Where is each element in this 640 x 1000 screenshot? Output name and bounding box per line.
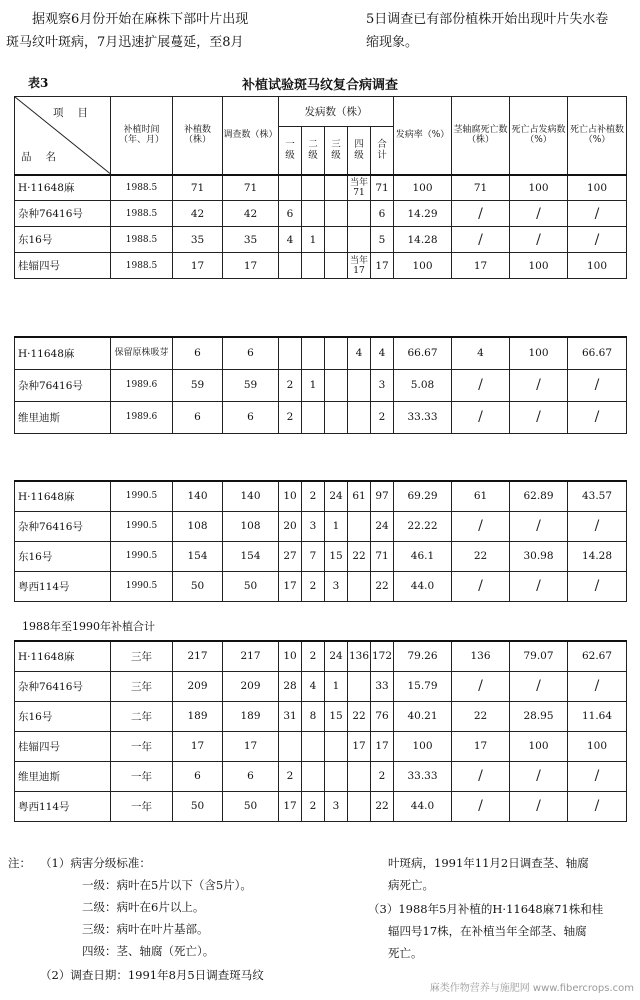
cell-grade-total: 17: [371, 253, 394, 279]
header-grade-total: 合计: [371, 127, 394, 175]
cell-grade-4: [348, 227, 371, 253]
header-grade-3: 三级: [325, 127, 348, 175]
cell-replant-count: 189: [173, 701, 223, 731]
cell-grade-total: 97: [371, 481, 394, 511]
header-item: 项目: [53, 107, 102, 119]
cell-grade-1: [279, 175, 302, 201]
cell-replant-count: 42: [173, 201, 223, 227]
cell-death-pct-diseased: /: [510, 671, 568, 701]
cell-survey-count: 6: [223, 401, 279, 433]
cell-survey-count: 6: [223, 337, 279, 369]
cell-grade-3: 15: [325, 541, 348, 571]
cell-incidence: 100: [394, 175, 452, 201]
cell-rot-death: /: [452, 511, 510, 541]
cell-replant-time: 一年: [111, 731, 173, 761]
cell-survey-count: 50: [223, 571, 279, 601]
cell-survey-count: 35: [223, 227, 279, 253]
cell-grade-4: 22: [348, 701, 371, 731]
cell-replant-time: 三年: [111, 641, 173, 671]
cell-death-pct-replanted: 62.67: [568, 641, 627, 671]
intro-paragraph: [0, 8, 640, 68]
cell-death-pct-replanted: /: [568, 761, 627, 791]
cell-death-pct-diseased: /: [510, 571, 568, 601]
cell-survey-count: 71: [223, 175, 279, 201]
cell-grade-1: 10: [279, 481, 302, 511]
cell-rot-death: /: [452, 791, 510, 821]
cell-incidence: 44.0: [394, 571, 452, 601]
table-row: [15, 701, 627, 731]
cell-grade-1: 6: [279, 201, 302, 227]
cell-grade-1: 27: [279, 541, 302, 571]
cell-death-pct-replanted: /: [568, 791, 627, 821]
cell-grade-4: [348, 511, 371, 541]
cell-survey-count: 154: [223, 541, 279, 571]
cell-grade-2: [302, 175, 325, 201]
cell-variety: 杂种76416号: [15, 671, 111, 701]
cell-replant-count: 71: [173, 175, 223, 201]
cell-replant-time: 一年: [111, 791, 173, 821]
cell-grade-total: 71: [371, 175, 394, 201]
cell-grade-1: 2: [279, 369, 302, 401]
cell-variety: H·11648麻: [15, 175, 111, 201]
cell-replant-time: 三年: [111, 671, 173, 701]
cell-grade-total: 3: [371, 369, 394, 401]
cell-incidence: 40.21: [394, 701, 452, 731]
cell-grade-4: 当年71: [348, 175, 371, 201]
cell-rot-death: /: [452, 571, 510, 601]
cell-replant-time: 1990.5: [111, 481, 173, 511]
cell-variety: 东16号: [15, 227, 111, 253]
cell-variety: H·11648麻: [15, 337, 111, 369]
cell-death-pct-replanted: /: [568, 369, 627, 401]
cell-grade-3: [325, 337, 348, 369]
cell-grade-total: 33: [371, 671, 394, 701]
intro-line: 斑马纹叶斑病，7月迅速扩展蔓延，至8月: [6, 35, 244, 50]
cell-grade-1: 17: [279, 571, 302, 601]
cell-death-pct-diseased: 30.98: [510, 541, 568, 571]
cell-replant-count: 154: [173, 541, 223, 571]
cell-death-pct-diseased: /: [510, 791, 568, 821]
table-title: 补植试验斑马纹复合病调查: [241, 78, 398, 93]
note-2-continued: 叶斑病，1991年11月2日调查茎、轴腐: [388, 856, 589, 870]
table-row: [15, 571, 627, 601]
cell-variety: 桂辐四号: [15, 731, 111, 761]
cell-death-pct-diseased: /: [510, 227, 568, 253]
table-label: 表3: [28, 76, 49, 90]
header-disease-group: 发病数（株）: [279, 97, 394, 127]
cell-grade-3: 1: [325, 671, 348, 701]
cell-incidence: 66.67: [394, 337, 452, 369]
cell-replant-time: 一年: [111, 761, 173, 791]
cell-grade-total: 24: [371, 511, 394, 541]
cell-survey-count: 217: [223, 641, 279, 671]
cell-grade-1: 20: [279, 511, 302, 541]
survey-table-part3: [14, 480, 627, 602]
cell-death-pct-replanted: 11.64: [568, 701, 627, 731]
cell-grade-3: [325, 731, 348, 761]
cell-rot-death: 71: [452, 175, 510, 201]
cell-grade-3: 1: [325, 511, 348, 541]
cell-grade-total: 22: [371, 571, 394, 601]
cell-grade-4: [348, 201, 371, 227]
cell-incidence: 33.33: [394, 761, 452, 791]
cell-grade-2: [302, 761, 325, 791]
cell-replant-count: 50: [173, 571, 223, 601]
note-3: （3）1988年5月补植的H·11648麻71株和桂: [368, 902, 604, 916]
cell-incidence: 100: [394, 731, 452, 761]
cell-survey-count: 189: [223, 701, 279, 731]
header-variety: 品名: [21, 150, 70, 163]
cell-death-pct-diseased: /: [510, 369, 568, 401]
cell-grade-1: 2: [279, 761, 302, 791]
cell-grade-2: 3: [302, 511, 325, 541]
cell-rot-death: 17: [452, 731, 510, 761]
header-survey-count: 调查数（株）: [223, 97, 279, 175]
table-row: [15, 761, 627, 791]
cell-incidence: 44.0: [394, 791, 452, 821]
note-3-continued: 辐四号17株，在补植当年全部茎、轴腐: [388, 924, 587, 938]
cell-replant-time: 1989.6: [111, 369, 173, 401]
cell-grade-3: [325, 761, 348, 791]
cell-grade-2: 1: [302, 227, 325, 253]
cell-death-pct-replanted: /: [568, 201, 627, 227]
cell-grade-4: 17: [348, 731, 371, 761]
cell-grade-2: [302, 201, 325, 227]
header-grade-2: 二级: [302, 127, 325, 175]
survey-table-part2: [14, 336, 627, 434]
header-death-pct-diseased: 死亡占发病数（%）: [510, 97, 568, 175]
cell-grade-2: 1: [302, 369, 325, 401]
cell-rot-death: 136: [452, 641, 510, 671]
cell-rot-death: 4: [452, 337, 510, 369]
cell-replant-count: 108: [173, 511, 223, 541]
header-grade-1: 一级: [279, 127, 302, 175]
cell-grade-2: 2: [302, 481, 325, 511]
header-death-pct-replanted: 死亡占补植数（%）: [568, 97, 627, 175]
table-row: [15, 641, 627, 671]
cell-rot-death: 61: [452, 481, 510, 511]
cell-grade-total: 76: [371, 701, 394, 731]
cell-grade-total: 2: [371, 761, 394, 791]
table-row: [15, 253, 627, 279]
cell-incidence: 22.22: [394, 511, 452, 541]
cell-rot-death: 22: [452, 701, 510, 731]
cell-grade-3: 15: [325, 701, 348, 731]
cell-survey-count: 17: [223, 731, 279, 761]
cell-variety: 粤西114号: [15, 791, 111, 821]
cell-variety: 东16号: [15, 541, 111, 571]
cell-death-pct-replanted: 100: [568, 731, 627, 761]
cell-death-pct-replanted: /: [568, 401, 627, 433]
cell-death-pct-replanted: 43.57: [568, 481, 627, 511]
note-1-heading: （1）病害分级标准：: [40, 856, 151, 870]
cell-rot-death: /: [452, 369, 510, 401]
intro-line: 5日调查已有部份植株开始出现叶片失水卷: [366, 12, 609, 27]
cell-death-pct-replanted: 66.67: [568, 337, 627, 369]
header-grade-4: 四级: [348, 127, 371, 175]
cell-grade-1: [279, 337, 302, 369]
table-row: [15, 731, 627, 761]
cell-grade-total: 71: [371, 541, 394, 571]
cell-death-pct-replanted: /: [568, 227, 627, 253]
cell-rot-death: 17: [452, 253, 510, 279]
cell-rot-death: /: [452, 227, 510, 253]
notes-prefix: 注：: [8, 856, 31, 870]
cell-grade-2: [302, 401, 325, 433]
header-replant-time: 补植时间（年、月）: [111, 97, 173, 175]
cell-grade-total: 17: [371, 731, 394, 761]
cell-incidence: 46.1: [394, 541, 452, 571]
cell-replant-time: 1990.5: [111, 511, 173, 541]
cell-grade-2: [302, 337, 325, 369]
cell-incidence: 33.33: [394, 401, 452, 433]
cell-variety: 维里迪斯: [15, 761, 111, 791]
note-grade-2: 二级：病叶在6片以上。: [82, 900, 205, 914]
cell-grade-1: 4: [279, 227, 302, 253]
cell-replant-count: 17: [173, 253, 223, 279]
table-row: [15, 175, 627, 201]
cell-grade-3: 3: [325, 791, 348, 821]
header-incidence: 发病率（%）: [394, 97, 452, 175]
cell-replant-time: 1990.5: [111, 541, 173, 571]
table-row: [15, 481, 627, 511]
table-row: [15, 791, 627, 821]
cell-survey-count: 108: [223, 511, 279, 541]
cell-death-pct-diseased: /: [510, 201, 568, 227]
cell-replant-count: 50: [173, 791, 223, 821]
cell-grade-1: 2: [279, 401, 302, 433]
cell-variety: 杂种76416号: [15, 201, 111, 227]
cell-death-pct-diseased: /: [510, 511, 568, 541]
cell-death-pct-diseased: 62.89: [510, 481, 568, 511]
cell-grade-3: 24: [325, 481, 348, 511]
cell-incidence: 69.29: [394, 481, 452, 511]
cell-grade-total: 2: [371, 401, 394, 433]
cell-grade-2: 2: [302, 571, 325, 601]
cell-replant-count: 140: [173, 481, 223, 511]
cell-grade-4: [348, 369, 371, 401]
cell-grade-1: [279, 731, 302, 761]
intro-left-column: [6, 8, 316, 54]
cell-incidence: 14.28: [394, 227, 452, 253]
cell-replant-time: 二年: [111, 701, 173, 731]
cell-survey-count: 140: [223, 481, 279, 511]
cell-variety: 杂种76416号: [15, 369, 111, 401]
cell-incidence: 14.29: [394, 201, 452, 227]
cell-variety: 粤西114号: [15, 571, 111, 601]
cell-replant-time: 1989.6: [111, 401, 173, 433]
cell-grade-3: [325, 253, 348, 279]
cell-death-pct-diseased: 79.07: [510, 641, 568, 671]
cell-replant-count: 6: [173, 401, 223, 433]
cell-death-pct-replanted: /: [568, 571, 627, 601]
intro-line: 缩现象。: [366, 35, 419, 50]
cell-grade-2: [302, 731, 325, 761]
cell-variety: 东16号: [15, 701, 111, 731]
cell-survey-count: 42: [223, 201, 279, 227]
cell-variety: 杂种76416号: [15, 511, 111, 541]
cell-death-pct-replanted: 100: [568, 175, 627, 201]
cell-grade-total: 4: [371, 337, 394, 369]
cell-replant-time: 保留原株吸芽: [111, 337, 173, 369]
cell-replant-count: 6: [173, 761, 223, 791]
cell-grade-4: 4: [348, 337, 371, 369]
note-2-end: 病死亡。: [388, 878, 434, 892]
cell-death-pct-diseased: /: [510, 761, 568, 791]
cell-grade-1: 10: [279, 641, 302, 671]
cell-incidence: 79.26: [394, 641, 452, 671]
cell-grade-3: [325, 175, 348, 201]
cell-incidence: 5.08: [394, 369, 452, 401]
cell-death-pct-diseased: 100: [510, 175, 568, 201]
cell-grade-4: 136: [348, 641, 371, 671]
cell-survey-count: 6: [223, 761, 279, 791]
cell-grade-total: 22: [371, 791, 394, 821]
cell-replant-count: 217: [173, 641, 223, 671]
cell-grade-1: [279, 253, 302, 279]
survey-table-part1: [14, 96, 627, 279]
cell-death-pct-diseased: 100: [510, 337, 568, 369]
table-row: [15, 401, 627, 433]
cell-rot-death: /: [452, 671, 510, 701]
cell-grade-4: [348, 571, 371, 601]
cell-incidence: 15.79: [394, 671, 452, 701]
cell-grade-1: 17: [279, 791, 302, 821]
cell-incidence: 100: [394, 253, 452, 279]
cell-grade-4: 当年17: [348, 253, 371, 279]
note-3-end: 死亡。: [388, 946, 423, 960]
cell-grade-4: 61: [348, 481, 371, 511]
cell-replant-time: 1988.5: [111, 175, 173, 201]
cell-death-pct-diseased: /: [510, 401, 568, 433]
cell-variety: 维里迪斯: [15, 401, 111, 433]
table-row: [15, 541, 627, 571]
cell-grade-2: 2: [302, 791, 325, 821]
cell-grade-total: 172: [371, 641, 394, 671]
cell-grade-4: [348, 401, 371, 433]
cell-rot-death: /: [452, 401, 510, 433]
table-row: [15, 227, 627, 253]
table-row: [15, 201, 627, 227]
cell-replant-count: 6: [173, 337, 223, 369]
watermark: 麻类作物营养与施肥网 www.fibercrops.com: [429, 983, 634, 994]
cell-replant-time: 1988.5: [111, 253, 173, 279]
cell-variety: H·11648麻: [15, 481, 111, 511]
cell-death-pct-replanted: 14.28: [568, 541, 627, 571]
cell-grade-1: 28: [279, 671, 302, 701]
table-row: [15, 511, 627, 541]
note-grade-3: 三级：病叶在叶片基部。: [82, 922, 209, 936]
cell-grade-2: 7: [302, 541, 325, 571]
cell-grade-4: [348, 671, 371, 701]
note-grade-4: 四级：茎、轴腐（死亡）。: [82, 944, 215, 958]
cell-survey-count: 59: [223, 369, 279, 401]
cell-grade-total: 6: [371, 201, 394, 227]
cell-grade-3: [325, 201, 348, 227]
cell-variety: H·11648麻: [15, 641, 111, 671]
summary-title: 1988年至1990年补植合计: [22, 620, 155, 633]
cell-grade-total: 5: [371, 227, 394, 253]
note-grade-1: 一级：病叶在5片以下（含5片）。: [82, 878, 252, 892]
cell-survey-count: 209: [223, 671, 279, 701]
cell-replant-count: 209: [173, 671, 223, 701]
note-2: （2）调查日期：1991年8月5日调查斑马纹: [40, 968, 264, 982]
cell-death-pct-diseased: 100: [510, 731, 568, 761]
header-replant-count: 补植数（株）: [173, 97, 223, 175]
table-row: [15, 671, 627, 701]
table-row: [15, 369, 627, 401]
table-row: [15, 337, 627, 369]
cell-replant-time: 1988.5: [111, 201, 173, 227]
intro-line: 据观察6月份开始在麻株下部叶片出现: [32, 12, 249, 27]
cell-grade-3: 24: [325, 641, 348, 671]
cell-replant-count: 35: [173, 227, 223, 253]
cell-rot-death: /: [452, 201, 510, 227]
header-rot-death: 茎轴腐死亡数（株）: [452, 97, 510, 175]
cell-death-pct-diseased: 100: [510, 253, 568, 279]
intro-right-column: [340, 8, 636, 54]
cell-death-pct-replanted: /: [568, 511, 627, 541]
cell-grade-4: 22: [348, 541, 371, 571]
cell-grade-2: 2: [302, 641, 325, 671]
cell-death-pct-replanted: /: [568, 671, 627, 701]
cell-grade-2: 4: [302, 671, 325, 701]
cell-survey-count: 17: [223, 253, 279, 279]
cell-grade-2: [302, 253, 325, 279]
cell-survey-count: 50: [223, 791, 279, 821]
cell-grade-4: [348, 761, 371, 791]
cell-death-pct-diseased: 28.95: [510, 701, 568, 731]
survey-table-summary: [14, 640, 627, 822]
cell-grade-3: 3: [325, 571, 348, 601]
cell-rot-death: 22: [452, 541, 510, 571]
cell-grade-3: [325, 369, 348, 401]
cell-grade-3: [325, 227, 348, 253]
cell-replant-time: 1988.5: [111, 227, 173, 253]
cell-replant-count: 59: [173, 369, 223, 401]
cell-grade-2: 8: [302, 701, 325, 731]
cell-replant-count: 17: [173, 731, 223, 761]
cell-replant-time: 1990.5: [111, 571, 173, 601]
cell-grade-1: 31: [279, 701, 302, 731]
cell-death-pct-replanted: 100: [568, 253, 627, 279]
cell-grade-4: [348, 791, 371, 821]
cell-rot-death: /: [452, 761, 510, 791]
header-diagonal-cell: [15, 97, 111, 175]
cell-variety: 桂辐四号: [15, 253, 111, 279]
cell-grade-3: [325, 401, 348, 433]
